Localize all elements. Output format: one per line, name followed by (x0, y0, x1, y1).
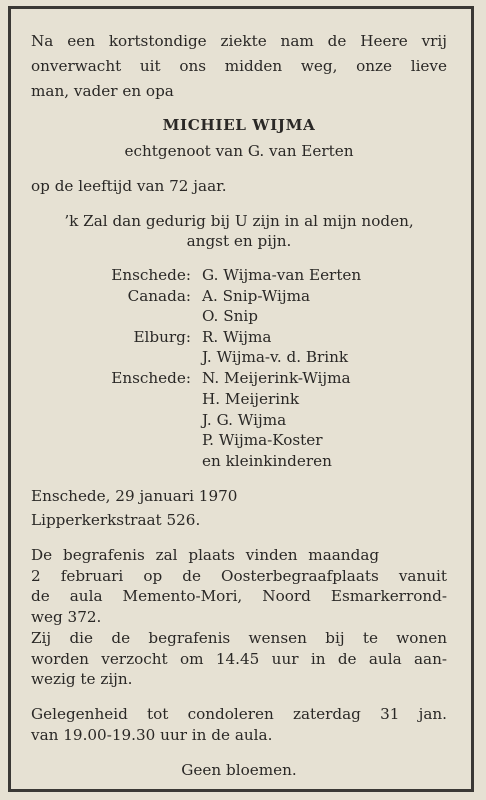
family-member: J. Wijma-v. d. Brink (202, 348, 349, 366)
funeral-line-1: De begrafenis zal plaats vinden maandag (31, 546, 380, 564)
family-member: H. Meijerink (202, 390, 300, 408)
deceased-name: MICHIEL WIJMA (162, 116, 316, 134)
family-member: A. Snip-Wijma (202, 287, 311, 305)
attendance-line-1: Zij die de begrafenis wensen bij te wonen (31, 629, 447, 647)
age-line: op de leeftijd van 72 jaar. (31, 177, 227, 195)
attendance-line-2: worden verzocht om 14.45 uur in de aula aan- (31, 650, 447, 668)
family-place: Enschede: (111, 369, 191, 387)
attendance-line-3: wezig te zijn. (31, 670, 133, 688)
funeral-line-3: de aula Memento-Mori, Noord Esmarkerrond- (31, 587, 447, 605)
family-place: Enschede: (111, 266, 191, 284)
funeral-line-4: weg 372. (31, 608, 102, 626)
spouse-line: echtgenoot van G. van Eerten (124, 142, 354, 160)
condolence-line-2: van 19.00-19.30 uur in de aula. (31, 726, 273, 744)
address: Lipperkerkstraat 526. (31, 511, 201, 529)
family-member: P. Wijma-Koster (202, 431, 323, 449)
family-member: G. Wijma-van Eerten (202, 266, 362, 284)
intro-line-3: man, vader en opa (31, 82, 174, 100)
family-member: J. G. Wijma (202, 411, 287, 429)
family-member: N. Meijerink-Wijma (202, 369, 351, 387)
intro-line-2: onverwacht uit ons midden weg, onze lieve (31, 57, 447, 75)
family-member: en kleinkinderen (202, 452, 332, 470)
family-place: Elburg: (133, 328, 191, 346)
funeral-line-2: 2 februari op de Oosterbegraafplaats vanuit (31, 567, 447, 585)
verse-line-2: angst en pijn. (186, 232, 292, 250)
condolence-line-1: Gelegenheid tot condoleren zaterdag 31 jan. (31, 705, 447, 723)
verse-line-1: ’k Zal dan gedurig bij U zijn in al mijn noden, (64, 212, 414, 230)
closing-line: Geen bloemen. (181, 761, 297, 779)
family-member: R. Wijma (202, 328, 272, 346)
family-member: O. Snip (202, 307, 258, 325)
location-date: Enschede, 29 januari 1970 (31, 487, 238, 505)
family-place: Canada: (127, 287, 191, 305)
intro-line-1: Na een kortstondige ziekte nam de Heere vrij (31, 32, 447, 50)
